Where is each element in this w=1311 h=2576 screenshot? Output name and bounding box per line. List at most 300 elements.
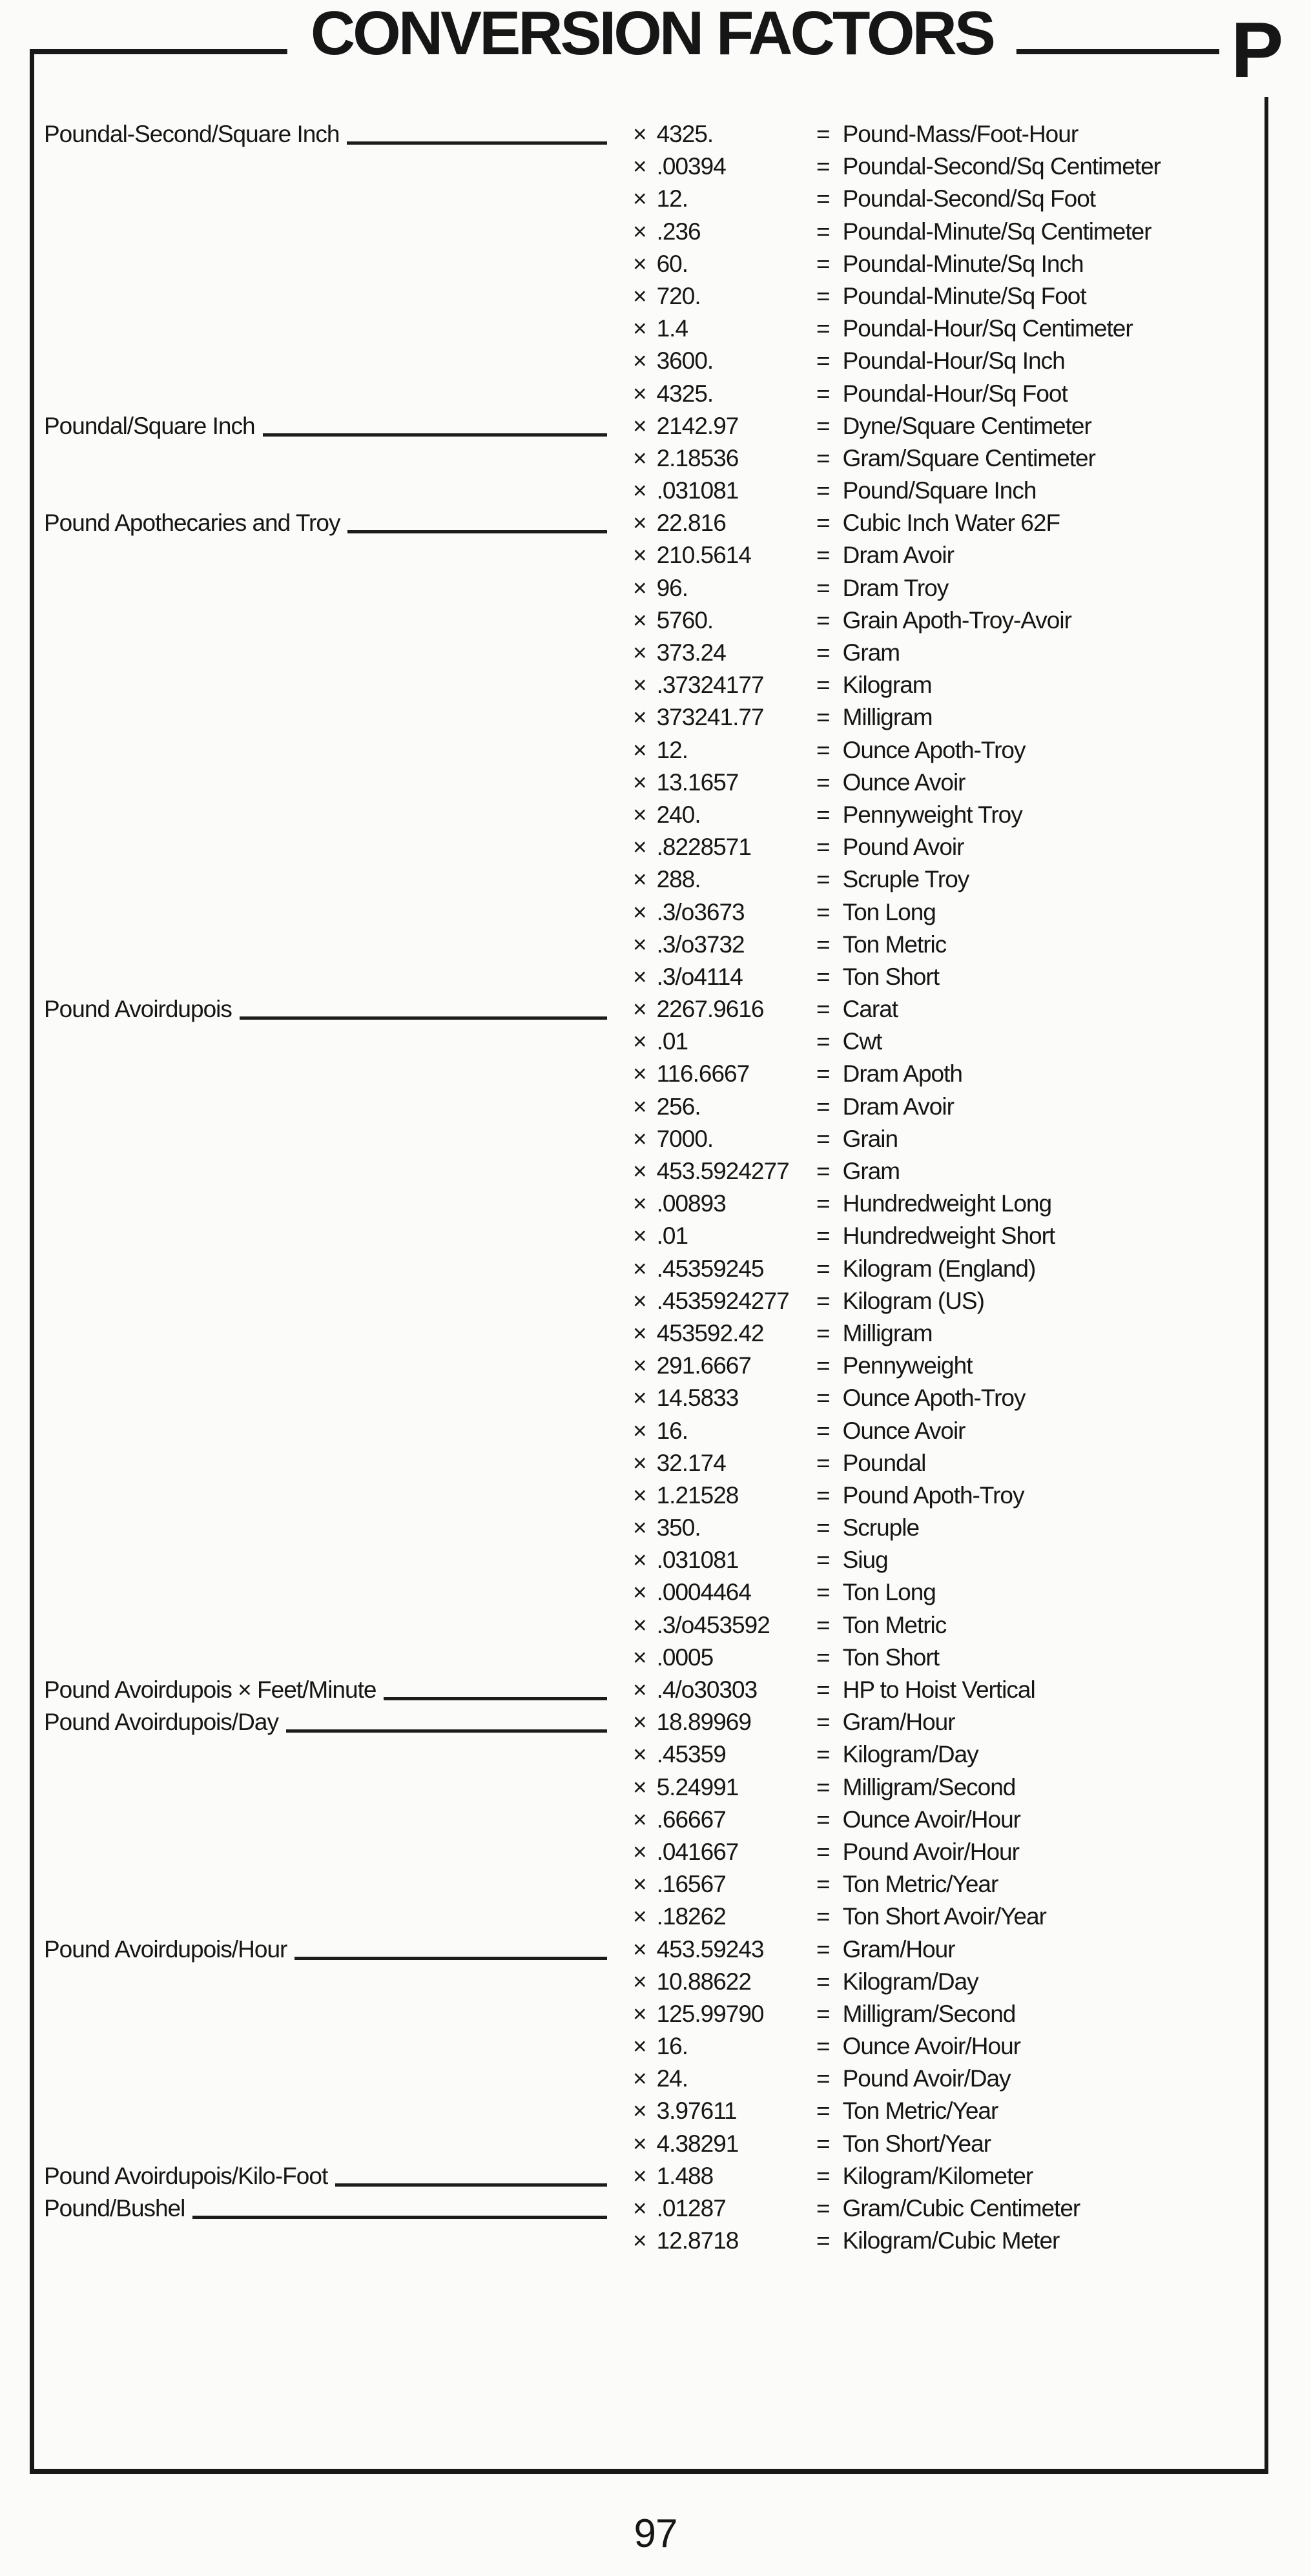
equals-icon: =	[816, 1481, 830, 1509]
equals-icon: =	[816, 444, 830, 471]
result-cell	[816, 475, 1036, 507]
result-cell	[816, 734, 1026, 767]
result-cell	[816, 1058, 962, 1090]
factor-cell	[633, 2095, 737, 2127]
factor-cell	[633, 1123, 713, 1155]
target-unit-label: Ounce Avoir	[842, 768, 965, 796]
factor-cell	[633, 669, 764, 701]
multiply-icon: ×	[633, 574, 646, 601]
result-cell	[816, 1674, 1035, 1706]
result-cell	[816, 1091, 954, 1123]
target-unit-label: Ton Metric	[842, 1611, 947, 1638]
factor-cell	[633, 1188, 726, 1220]
multiply-icon: ×	[633, 1093, 646, 1120]
source-unit-cell	[44, 1317, 611, 1350]
equals-icon: =	[816, 574, 830, 601]
source-unit-cell	[44, 442, 611, 475]
result-cell	[816, 799, 1022, 831]
source-unit-cell	[44, 1447, 611, 1479]
result-cell	[816, 150, 1161, 183]
multiply-icon: ×	[633, 315, 646, 342]
conversion-row	[30, 118, 1268, 150]
conversion-row	[30, 1188, 1268, 1220]
conversion-row	[30, 2128, 1268, 2160]
source-unit-cell	[44, 799, 611, 831]
page-number: 97	[634, 2511, 677, 2556]
multiply-icon: ×	[633, 2227, 646, 2254]
conversion-row	[30, 1868, 1268, 1901]
conversion-row	[30, 572, 1268, 604]
conversion-row	[30, 1285, 1268, 1317]
conversion-row	[30, 248, 1268, 280]
source-unit-cell	[44, 1025, 611, 1058]
result-cell	[816, 1220, 1055, 1252]
factor-cell	[633, 345, 713, 377]
source-unit-cell	[44, 2192, 611, 2225]
factor-value: .236	[656, 218, 701, 245]
multiply-icon: ×	[633, 1417, 646, 1444]
equals-icon: =	[816, 866, 830, 893]
factor-value: 18.89969	[656, 1709, 751, 1736]
factor-cell	[633, 604, 713, 637]
multiply-icon: ×	[633, 542, 646, 569]
source-unit-label: Pound Avoirdupois/Kilo-Foot	[44, 2162, 328, 2189]
equals-icon: =	[816, 672, 830, 699]
conversion-row	[30, 1771, 1268, 1804]
target-unit-label: Milligram	[842, 1319, 933, 1346]
result-cell	[816, 2225, 1059, 2257]
conversion-row	[30, 2225, 1268, 2257]
source-unit-cell	[44, 475, 611, 507]
factor-value: 7000.	[656, 1125, 714, 1152]
factor-cell	[633, 475, 738, 507]
source-unit-cell	[44, 1998, 611, 2030]
conversion-row	[30, 1576, 1268, 1609]
conversion-row	[30, 2030, 1268, 2063]
result-cell	[816, 961, 939, 993]
page-title: CONVERSION FACTORS	[287, 3, 1017, 65]
factor-cell	[633, 831, 751, 863]
conversion-row	[30, 863, 1268, 896]
target-unit-label: Kilogram/Kilometer	[842, 2162, 1033, 2189]
equals-icon: =	[816, 1773, 830, 1800]
source-unit-label: Pound Avoirdupois/Hour	[44, 1935, 287, 1963]
source-unit-cell	[44, 378, 611, 410]
factor-cell	[633, 2225, 738, 2257]
source-unit-cell	[44, 961, 611, 993]
multiply-icon: ×	[633, 1125, 646, 1152]
equals-icon: =	[816, 801, 830, 828]
source-unit-label: Pound Apothecaries and Troy	[44, 510, 340, 537]
conversion-row	[30, 1382, 1268, 1414]
factor-cell	[633, 539, 751, 572]
factor-cell	[633, 734, 688, 767]
conversion-row	[30, 669, 1268, 701]
multiply-icon: ×	[633, 1481, 646, 1509]
equals-icon: =	[816, 153, 830, 180]
target-unit-label: Milligram/Second	[842, 2000, 1016, 2027]
multiply-icon: ×	[633, 736, 646, 763]
factor-cell	[633, 929, 745, 961]
factor-value: 24.	[656, 2065, 688, 2092]
equals-icon: =	[816, 2162, 830, 2189]
target-unit-label: Poundal-Minute/Sq Foot	[842, 282, 1086, 309]
result-cell	[816, 669, 932, 701]
equals-icon: =	[816, 542, 830, 569]
source-unit-cell	[44, 669, 611, 701]
factor-value: .45359	[656, 1741, 726, 1768]
source-unit-cell	[44, 1415, 611, 1447]
multiply-icon: ×	[633, 1709, 646, 1736]
section-letter: P	[1219, 10, 1292, 97]
conversion-row	[30, 216, 1268, 248]
leader-line	[335, 2183, 607, 2187]
source-unit-cell	[44, 2128, 611, 2160]
factor-cell	[633, 572, 688, 604]
target-unit-label: Poundal-Hour/Sq Centimeter	[842, 315, 1133, 342]
result-cell	[816, 2128, 991, 2160]
result-cell	[816, 345, 1065, 377]
leader-line	[263, 433, 607, 437]
conversion-row	[30, 1512, 1268, 1544]
result-cell	[816, 378, 1068, 410]
factor-value: 16.	[656, 2033, 688, 2060]
factor-value: 240.	[656, 801, 701, 828]
factor-cell	[633, 1998, 764, 2030]
factor-value: .01	[656, 1028, 688, 1055]
factor-cell	[633, 896, 745, 929]
result-cell	[816, 1836, 1019, 1868]
target-unit-label: Ton Metric	[842, 931, 947, 958]
target-unit-label: Milligram/Second	[842, 1773, 1016, 1800]
source-unit-cell	[44, 1091, 611, 1123]
result-cell	[816, 1447, 925, 1479]
factor-value: 3.97611	[656, 2097, 737, 2125]
target-unit-label: Scruple	[842, 1514, 920, 1541]
result-cell	[816, 248, 1084, 280]
multiply-icon: ×	[633, 2130, 646, 2157]
conversion-row	[30, 1706, 1268, 1738]
factor-cell	[633, 1415, 688, 1447]
conversion-row	[30, 1836, 1268, 1868]
target-unit-label: Dram Avoir	[842, 1093, 954, 1120]
multiply-icon: ×	[633, 898, 646, 925]
result-cell	[816, 2160, 1033, 2192]
multiply-icon: ×	[633, 768, 646, 796]
target-unit-label: Kilogram/Cubic Meter	[842, 2227, 1060, 2254]
factor-value: .0004464	[656, 1579, 751, 1606]
factor-cell	[633, 1025, 688, 1058]
equals-icon: =	[816, 2227, 830, 2254]
source-unit-label: Pound Avoirdupois	[44, 996, 232, 1023]
target-unit-label: Gram/Hour	[842, 1709, 955, 1736]
factor-value: .66667	[656, 1806, 726, 1833]
conversion-row	[30, 410, 1268, 442]
target-unit-label: Poundal-Hour/Sq Inch	[842, 347, 1065, 375]
source-unit-cell	[44, 2225, 611, 2257]
factor-value: 14.5833	[656, 1385, 739, 1412]
result-cell	[816, 1382, 1026, 1414]
conversion-row	[30, 1415, 1268, 1447]
multiply-icon: ×	[633, 1319, 646, 1346]
multiply-icon: ×	[633, 1190, 646, 1217]
factor-value: .8228571	[656, 834, 751, 861]
factor-cell	[633, 701, 764, 734]
multiply-icon: ×	[633, 801, 646, 828]
factor-cell	[633, 1738, 726, 1771]
result-cell	[816, 216, 1151, 248]
conversion-row	[30, 2160, 1268, 2192]
target-unit-label: Gram/Cubic Centimeter	[842, 2195, 1080, 2221]
source-unit-cell	[44, 929, 611, 961]
source-unit-cell	[44, 1285, 611, 1317]
result-cell	[816, 1901, 1046, 1933]
factor-value: 12.	[656, 736, 688, 763]
factor-cell	[633, 1576, 751, 1609]
factor-value: 2142.97	[656, 412, 739, 439]
factor-value: .00394	[656, 153, 726, 180]
multiply-icon: ×	[633, 444, 646, 471]
conversion-row	[30, 1253, 1268, 1285]
equals-icon: =	[816, 1028, 830, 1055]
result-cell	[816, 896, 936, 929]
equals-icon: =	[816, 1060, 830, 1087]
equals-icon: =	[816, 1190, 830, 1217]
target-unit-label: Hundredweight Long	[842, 1190, 1052, 1217]
factor-cell	[633, 1350, 751, 1382]
conversion-row	[30, 150, 1268, 183]
target-unit-label: Ton Short Avoir/Year	[842, 1903, 1046, 1930]
target-unit-label: Hundredweight Short	[842, 1222, 1055, 1250]
source-unit-cell	[44, 1674, 611, 1706]
target-unit-label: Kilogram	[842, 672, 932, 699]
factor-value: .37324177	[656, 672, 764, 699]
factor-cell	[633, 863, 701, 896]
factor-value: .3/o4114	[656, 963, 743, 990]
source-unit-cell	[44, 1901, 611, 1933]
equals-icon: =	[816, 1935, 830, 1963]
source-unit-cell	[44, 2030, 611, 2063]
factor-cell	[633, 993, 764, 1025]
equals-icon: =	[816, 1871, 830, 1898]
target-unit-label: Pennyweight	[842, 1352, 973, 1379]
conversion-row	[30, 1123, 1268, 1155]
factor-value: 256.	[656, 1093, 701, 1120]
result-cell	[816, 1479, 1024, 1512]
factor-value: .031081	[656, 477, 739, 504]
conversion-row	[30, 1674, 1268, 1706]
source-unit-cell	[44, 183, 611, 215]
result-cell	[816, 1415, 965, 1447]
equals-icon: =	[816, 1676, 830, 1703]
factor-value: 1.4	[656, 315, 688, 342]
result-cell	[816, 604, 1071, 637]
equals-icon: =	[816, 1385, 830, 1412]
conversion-row	[30, 1998, 1268, 2030]
factor-cell	[633, 216, 701, 248]
target-unit-label: Ton Long	[842, 1579, 936, 1606]
target-unit-label: Pound Apoth-Troy	[842, 1481, 1024, 1509]
target-unit-label: Ton Metric/Year	[842, 2097, 998, 2125]
target-unit-label: Kilogram/Day	[842, 1741, 978, 1768]
equals-icon: =	[816, 315, 830, 342]
source-unit-cell	[44, 831, 611, 863]
multiply-icon: ×	[633, 1222, 646, 1250]
conversion-row	[30, 539, 1268, 572]
factor-cell	[633, 637, 726, 669]
equals-icon: =	[816, 510, 830, 537]
factor-value: 453.59243	[656, 1935, 764, 1963]
multiply-icon: ×	[633, 606, 646, 634]
equals-icon: =	[816, 1319, 830, 1346]
multiply-icon: ×	[633, 2000, 646, 2027]
source-unit-cell	[44, 1123, 611, 1155]
factor-cell	[633, 378, 713, 410]
multiply-icon: ×	[633, 477, 646, 504]
equals-icon: =	[816, 1093, 830, 1120]
conversion-row	[30, 1804, 1268, 1836]
source-unit-cell	[44, 1836, 611, 1868]
factor-cell	[633, 183, 688, 215]
result-cell	[816, 993, 898, 1025]
source-unit-cell	[44, 1253, 611, 1285]
factor-cell	[633, 2160, 713, 2192]
multiply-icon: ×	[633, 996, 646, 1023]
target-unit-label: Kilogram (US)	[842, 1287, 984, 1314]
target-unit-label: Ounce Apoth-Troy	[842, 736, 1026, 763]
target-unit-label: Ounce Avoir/Hour	[842, 1806, 1020, 1833]
target-unit-label: Cwt	[842, 1028, 882, 1055]
result-cell	[816, 539, 954, 572]
equals-icon: =	[816, 282, 830, 309]
target-unit-label: HP to Hoist Vertical	[842, 1676, 1035, 1703]
equals-icon: =	[816, 218, 830, 245]
source-unit-cell	[44, 1642, 611, 1674]
conversion-row	[30, 799, 1268, 831]
result-cell	[816, 1868, 998, 1901]
factor-value: .3/o3673	[656, 898, 745, 925]
factor-value: 5760.	[656, 606, 714, 634]
result-cell	[816, 1738, 978, 1771]
conversion-row	[30, 701, 1268, 734]
conversion-row	[30, 1058, 1268, 1090]
source-unit-cell	[44, 248, 611, 280]
source-unit-cell	[44, 2063, 611, 2095]
conversion-row	[30, 637, 1268, 669]
factor-cell	[633, 1901, 726, 1933]
equals-icon: =	[816, 1547, 830, 1574]
leader-line	[294, 1957, 607, 1960]
factor-value: 373241.77	[656, 704, 764, 731]
result-cell	[816, 1155, 900, 1188]
factor-cell	[633, 1479, 738, 1512]
result-cell	[816, 442, 1095, 475]
factor-value: 2.18536	[656, 444, 739, 471]
conversion-row	[30, 1642, 1268, 1674]
multiply-icon: ×	[633, 1643, 646, 1671]
factor-value: 12.	[656, 185, 688, 212]
factor-value: 60.	[656, 250, 688, 277]
source-unit-cell	[44, 1804, 611, 1836]
source-unit-cell	[44, 896, 611, 929]
source-unit-cell	[44, 539, 611, 572]
factor-cell	[633, 1868, 726, 1901]
multiply-icon: ×	[633, 1547, 646, 1574]
bottom-border	[30, 2469, 1268, 2474]
target-unit-label: Poundal-Hour/Sq Foot	[842, 380, 1068, 407]
factor-cell	[633, 799, 701, 831]
result-cell	[816, 2063, 1011, 2095]
multiply-icon: ×	[633, 2097, 646, 2125]
result-cell	[816, 1285, 984, 1317]
equals-icon: =	[816, 704, 830, 731]
target-unit-label: Gram	[842, 639, 900, 666]
factor-value: 5.24991	[656, 1773, 739, 1800]
result-cell	[816, 1025, 882, 1058]
result-cell	[816, 2095, 998, 2127]
factor-value: 288.	[656, 866, 701, 893]
multiply-icon: ×	[633, 2065, 646, 2092]
source-unit-cell	[44, 1868, 611, 1901]
multiply-icon: ×	[633, 963, 646, 990]
factor-value: .45359245	[656, 1255, 764, 1282]
equals-icon: =	[816, 2195, 830, 2221]
factor-cell	[633, 1317, 764, 1350]
target-unit-label: Dram Avoir	[842, 542, 954, 569]
factor-value: 16.	[656, 1417, 688, 1444]
equals-icon: =	[816, 1579, 830, 1606]
equals-icon: =	[816, 1903, 830, 1930]
multiply-icon: ×	[633, 834, 646, 861]
source-unit-cell	[44, 734, 611, 767]
conversion-row	[30, 345, 1268, 377]
equals-icon: =	[816, 2130, 830, 2157]
factor-cell	[633, 1674, 757, 1706]
factor-cell	[633, 410, 738, 442]
factor-cell	[633, 1771, 738, 1804]
factor-cell	[633, 2030, 688, 2063]
factor-value: 453.5924277	[656, 1158, 789, 1184]
factor-cell	[633, 1642, 713, 1674]
target-unit-label: Poundal-Second/Sq Centimeter	[842, 153, 1161, 180]
multiply-icon: ×	[633, 1806, 646, 1833]
target-unit-label: Gram/Square Centimeter	[842, 444, 1095, 471]
result-cell	[816, 1706, 955, 1738]
conversion-row	[30, 1091, 1268, 1123]
conversion-row	[30, 1025, 1268, 1058]
factor-cell	[633, 1836, 738, 1868]
source-unit-cell	[44, 1155, 611, 1188]
result-cell	[816, 118, 1078, 150]
factor-cell	[633, 442, 738, 475]
multiply-icon: ×	[633, 672, 646, 699]
leader-line	[192, 2216, 607, 2219]
source-unit-label: Poundal/Square Inch	[44, 412, 255, 439]
conversion-row	[30, 1350, 1268, 1382]
equals-icon: =	[816, 834, 830, 861]
equals-icon: =	[816, 1806, 830, 1833]
multiply-icon: ×	[633, 1871, 646, 1898]
equals-icon: =	[816, 963, 830, 990]
target-unit-label: Grain Apoth-Troy-Avoir	[842, 606, 1071, 634]
factor-cell	[633, 2063, 688, 2095]
result-cell	[816, 767, 965, 799]
equals-icon: =	[816, 1158, 830, 1184]
factor-value: 720.	[656, 282, 701, 309]
target-unit-label: Ounce Avoir	[842, 1417, 965, 1444]
target-unit-label: Ton Long	[842, 898, 936, 925]
result-cell	[816, 2192, 1080, 2225]
